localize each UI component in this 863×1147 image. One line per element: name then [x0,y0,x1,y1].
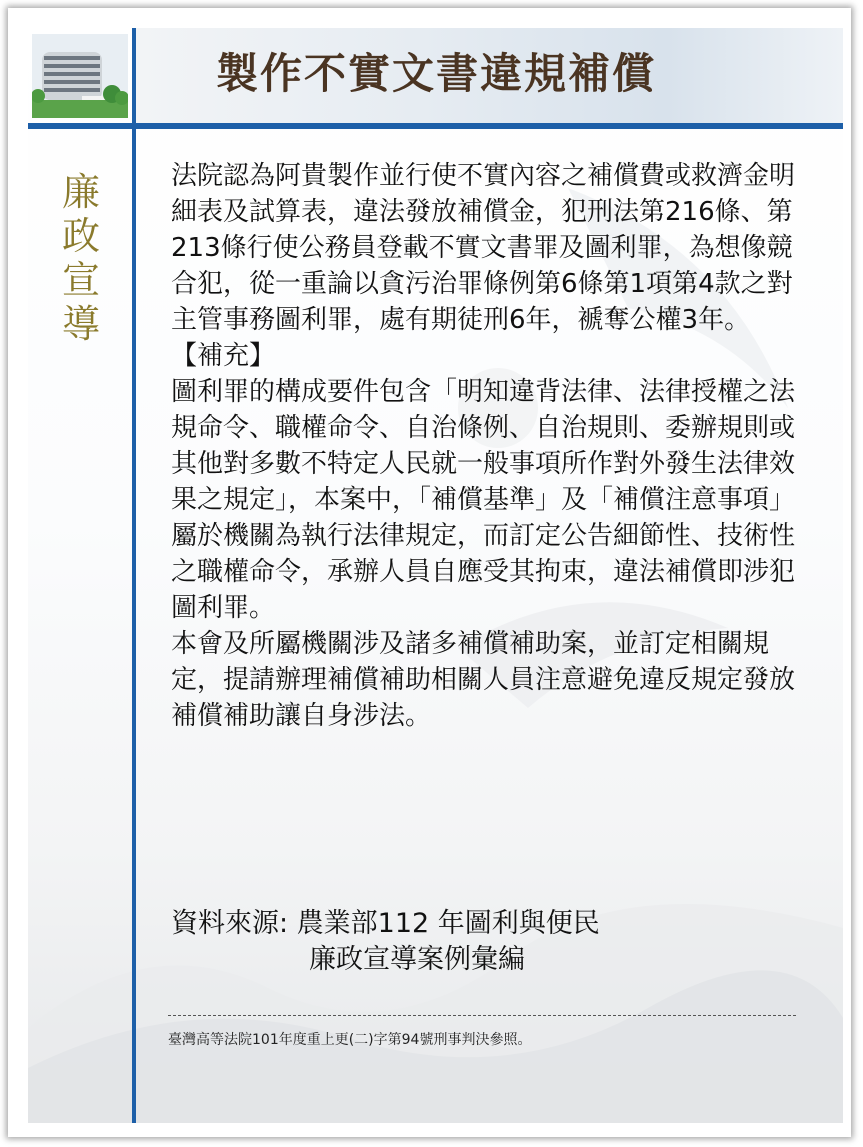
side-label-char: 政 [61,214,100,258]
vertical-divider [132,28,136,1123]
footnote: 臺灣高等法院101年度重上更(二)字第94號刑事判決參照。 [168,1032,532,1048]
page-frame [8,8,851,1137]
paragraph-supplement: 圖利罪的構成要件包含「明知違背法律、法律授權之法規命令、職權命令、自治條例、自治規則、委辦規則或其他對多數不特定人民就一般事項所作對外發生法律效果之規定」，本案中，「補償基準」及「補償注意事項」屬於機關為執行法律規定，而訂定公告細節性、技術性之職權命令，承辦人員自應受其拘束，違法補償即涉犯圖利罪。 [171,377,796,623]
building-logo-icon [32,34,128,118]
source-citation [171,906,811,978]
paragraph-reminder: 本會及所屬機關涉及諸多補償補助案，並訂定相關規定，提請辦理補償補助相關人員注意避免違反規定發放補償補助讓自身涉法。 [171,629,796,731]
side-label-char: 宣 [61,258,100,302]
footnote-divider [168,1015,796,1016]
article-body [171,158,811,734]
header-divider [28,123,843,129]
side-label-char: 導 [61,302,100,346]
paragraph-supplement-heading: 【補充】 [171,341,276,371]
source-line-2: 廉政宣導案例彙編 [309,944,525,975]
page-title: 製作不實文書違規補償 [215,49,656,98]
side-label [58,170,104,346]
side-label-char: 廉 [61,170,100,214]
source-line-1: 資料來源: 農業部112 年圖利與便民 [171,908,600,939]
slide [28,28,843,1123]
paragraph-verdict: 法院認為阿貴製作並行使不實內容之補償費或救濟金明細表及試算表，違法發放補償金，犯刑法第216條、第213條行使公務員登載不實文書罪及圖利罪，為想像競合犯，從一重論以貪污治罪條例第6條第1項第4款之對主管事務圖利罪，處有期徒刑6年，褫奪公權3年。 [171,161,796,335]
